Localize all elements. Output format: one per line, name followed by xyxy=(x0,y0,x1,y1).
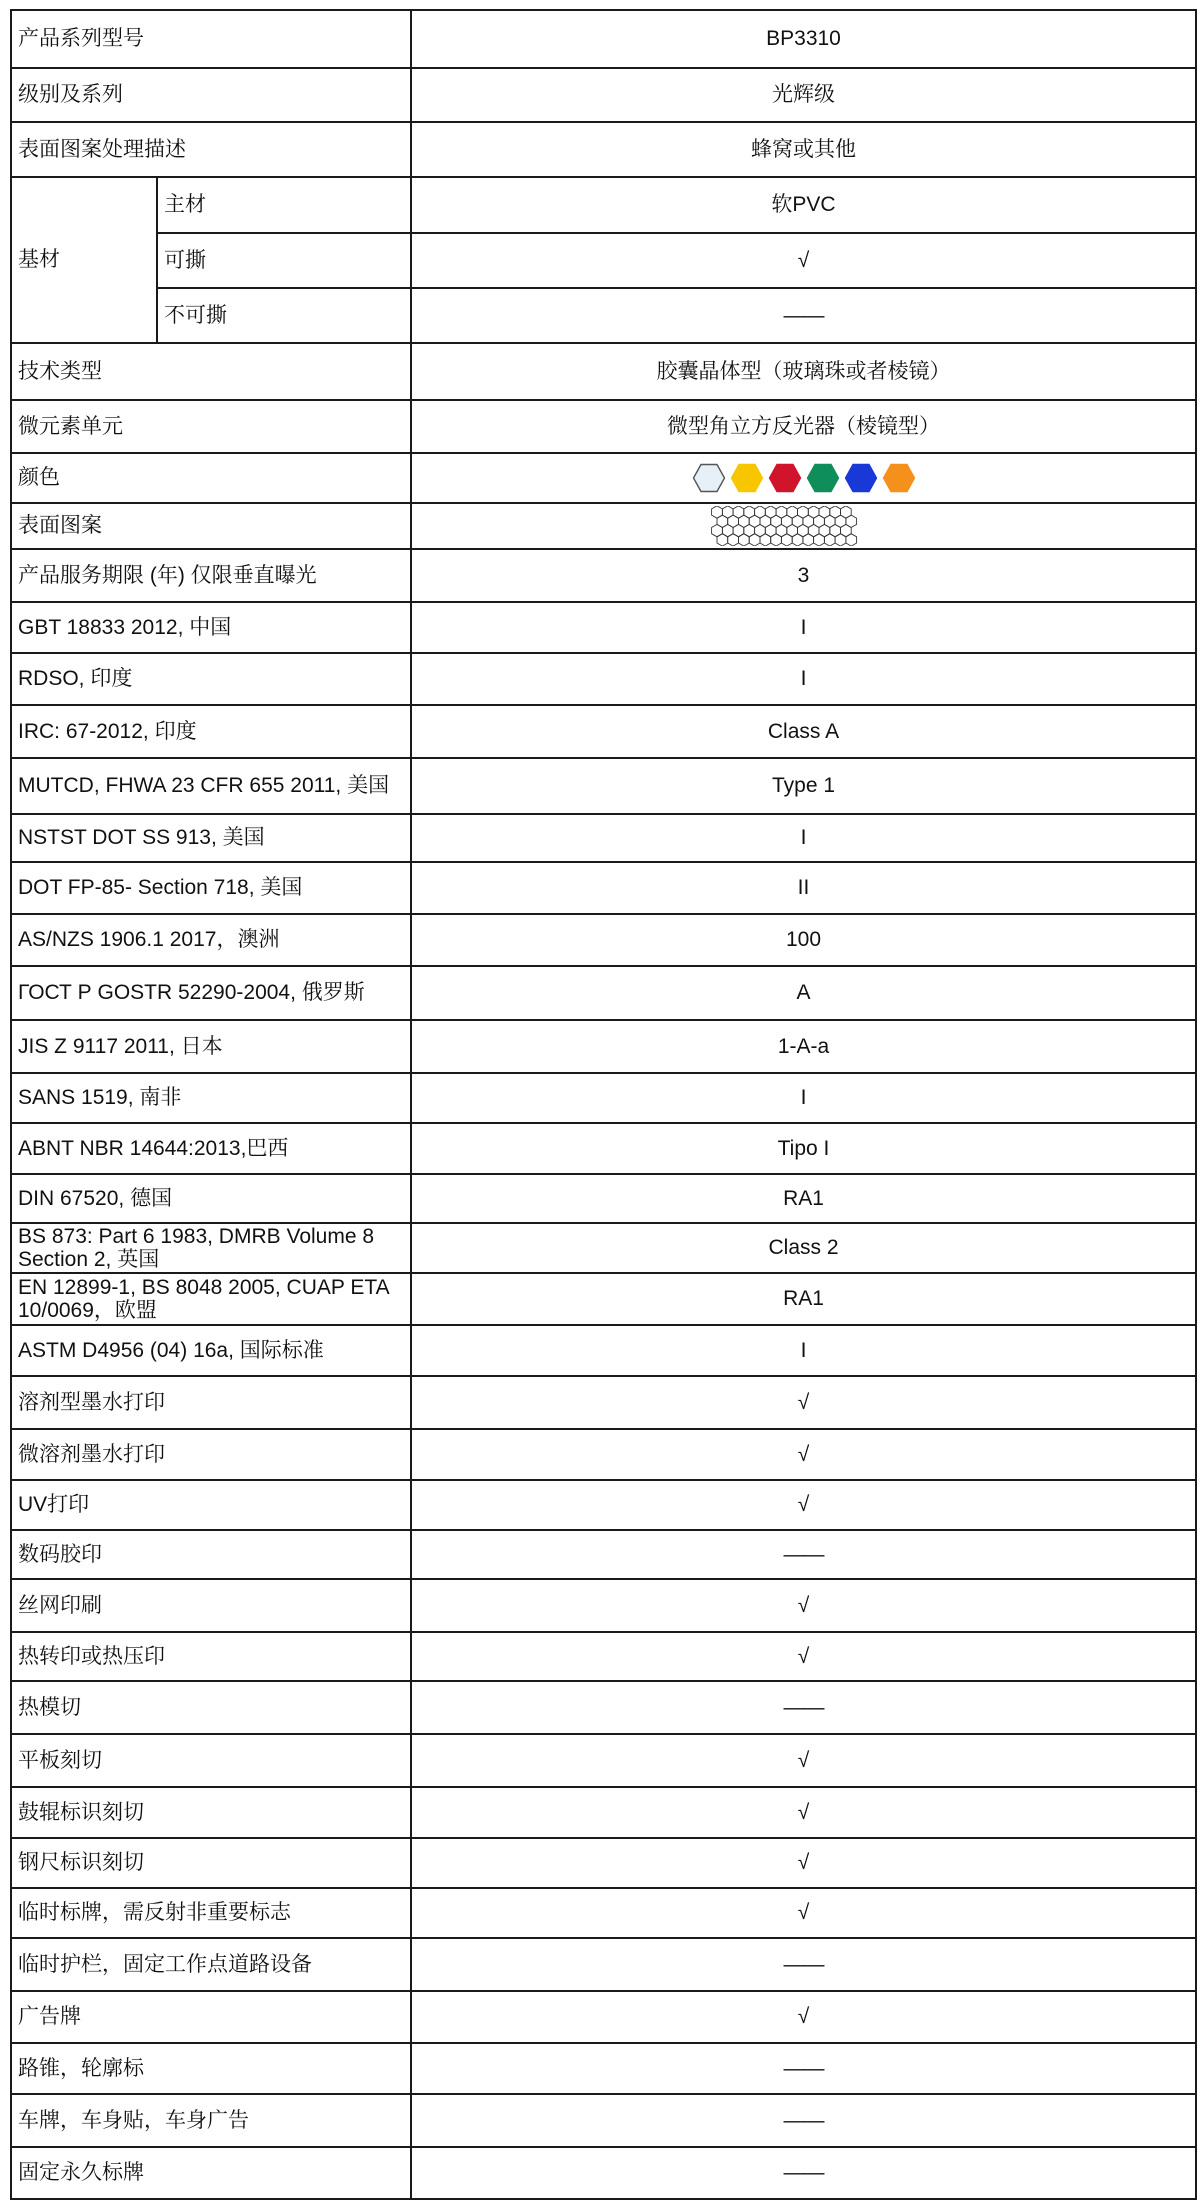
row-value: RA1 xyxy=(411,1273,1196,1325)
row-label: 级别及系列 xyxy=(11,68,411,122)
table-row xyxy=(11,1480,1196,1530)
row-value: √ xyxy=(411,1429,1196,1480)
row-value: 微型角立方反光器（棱镜型） xyxy=(411,400,1196,453)
row-value: I xyxy=(411,1325,1196,1376)
row-value: —— xyxy=(411,1530,1196,1579)
table-row xyxy=(11,68,1196,122)
table-row xyxy=(11,503,1196,549)
row-value: √ xyxy=(411,1734,1196,1787)
hexagon-blue-icon xyxy=(844,463,878,493)
base-label: 基材 xyxy=(11,177,157,343)
hexagon-white-icon xyxy=(692,463,726,493)
row-label: 临时标牌，需反射非重要标志 xyxy=(11,1888,411,1938)
row-value: 软PVC xyxy=(411,177,1196,233)
table-row xyxy=(11,122,1196,177)
row-value: 蜂窝或其他 xyxy=(411,122,1196,177)
row-label: 平板刻切 xyxy=(11,1734,411,1787)
row-value: 3 xyxy=(411,549,1196,602)
table-row xyxy=(11,177,1196,233)
row-label: ABNT NBR 14644:2013,巴西 xyxy=(11,1123,411,1174)
table-row xyxy=(11,1020,1196,1073)
table-row xyxy=(11,602,1196,653)
hexagon-green-icon xyxy=(806,463,840,493)
row-label: 主材 xyxy=(157,177,411,233)
row-label: NSTST DOT SS 913, 美国 xyxy=(11,814,411,862)
spec-table xyxy=(10,9,1197,2200)
row-label: MUTCD, FHWA 23 CFR 655 2011, 美国 xyxy=(11,758,411,814)
row-label: IRC: 67-2012, 印度 xyxy=(11,705,411,758)
table-row xyxy=(11,1579,1196,1632)
table-row xyxy=(11,1888,1196,1938)
table-row xyxy=(11,343,1196,400)
table-row xyxy=(11,288,1196,343)
row-label: 丝网印刷 xyxy=(11,1579,411,1632)
table-row xyxy=(11,1787,1196,1838)
row-label: 广告牌 xyxy=(11,1991,411,2043)
table-row xyxy=(11,1838,1196,1888)
row-label: 可撕 xyxy=(157,233,411,288)
row-label: 技术类型 xyxy=(11,343,411,400)
table-row xyxy=(11,1073,1196,1123)
row-label: 颜色 xyxy=(11,453,411,503)
surface-pattern-cell xyxy=(411,503,1196,549)
honeycomb-pattern-icon xyxy=(711,506,897,546)
table-row xyxy=(11,1681,1196,1734)
row-value: √ xyxy=(411,1838,1196,1888)
row-label: 微溶剂墨水打印 xyxy=(11,1429,411,1480)
table-row xyxy=(11,2147,1196,2199)
row-value: Type 1 xyxy=(411,758,1196,814)
row-value: √ xyxy=(411,1579,1196,1632)
row-label: DIN 67520, 德国 xyxy=(11,1174,411,1223)
row-label: 固定永久标牌 xyxy=(11,2147,411,2199)
hexagon-yellow-icon xyxy=(730,463,764,493)
row-value: BP3310 xyxy=(411,10,1196,68)
row-label: 热模切 xyxy=(11,1681,411,1734)
row-value: RA1 xyxy=(411,1174,1196,1223)
table-row xyxy=(11,400,1196,453)
row-value: √ xyxy=(411,1991,1196,2043)
row-value: √ xyxy=(411,233,1196,288)
row-value: √ xyxy=(411,1376,1196,1429)
color-swatches xyxy=(692,454,916,502)
table-row xyxy=(11,10,1196,68)
hexagon-orange-icon xyxy=(882,463,916,493)
table-row xyxy=(11,1376,1196,1429)
row-label: 产品服务期限 (年) 仅限垂直曝光 xyxy=(11,549,411,602)
row-value: 光辉级 xyxy=(411,68,1196,122)
row-label: 产品系列型号 xyxy=(11,10,411,68)
row-value: 100 xyxy=(411,914,1196,966)
row-value: √ xyxy=(411,1787,1196,1838)
row-value: I xyxy=(411,1073,1196,1123)
row-value: I xyxy=(411,814,1196,862)
row-label: 车牌，车身贴，车身广告 xyxy=(11,2094,411,2147)
table-row xyxy=(11,1530,1196,1579)
row-label: 数码胶印 xyxy=(11,1530,411,1579)
row-label: 鼓辊标识刻切 xyxy=(11,1787,411,1838)
table-row xyxy=(11,1273,1196,1325)
table-row xyxy=(11,966,1196,1020)
row-label: UV打印 xyxy=(11,1480,411,1530)
table-row xyxy=(11,1991,1196,2043)
row-label: 不可撕 xyxy=(157,288,411,343)
row-label: 热转印或热压印 xyxy=(11,1632,411,1681)
row-value: A xyxy=(411,966,1196,1020)
row-label: 路锥，轮廓标 xyxy=(11,2043,411,2094)
row-value: Class A xyxy=(411,705,1196,758)
row-value: √ xyxy=(411,1632,1196,1681)
row-value: 胶囊晶体型（玻璃珠或者棱镜） xyxy=(411,343,1196,400)
row-value: I xyxy=(411,653,1196,705)
table-row xyxy=(11,2094,1196,2147)
row-value: —— xyxy=(411,2043,1196,2094)
row-label: 临时护栏，固定工作点道路设备 xyxy=(11,1938,411,1991)
hexagon-red-icon xyxy=(768,463,802,493)
row-label: 溶剂型墨水打印 xyxy=(11,1376,411,1429)
row-value: —— xyxy=(411,1681,1196,1734)
row-label: 微元素单元 xyxy=(11,400,411,453)
table-row xyxy=(11,1123,1196,1174)
row-label: DOT FP-85- Section 718, 美国 xyxy=(11,862,411,914)
row-label: EN 12899-1, BS 8048 2005, CUAP ETA 10/0069，欧盟 xyxy=(11,1273,411,1325)
table-row xyxy=(11,653,1196,705)
table-row xyxy=(11,758,1196,814)
row-value: 1-A-a xyxy=(411,1020,1196,1073)
row-label: ГОСТ Р GOSTR 52290-2004, 俄罗斯 xyxy=(11,966,411,1020)
table-row xyxy=(11,705,1196,758)
row-value: I xyxy=(411,602,1196,653)
table-row xyxy=(11,1174,1196,1223)
row-label: SANS 1519, 南非 xyxy=(11,1073,411,1123)
table-row xyxy=(11,1223,1196,1273)
table-row xyxy=(11,1938,1196,1991)
row-value: —— xyxy=(411,2147,1196,2199)
row-label: JIS Z 9117 2011, 日本 xyxy=(11,1020,411,1073)
row-value: II xyxy=(411,862,1196,914)
table-row xyxy=(11,914,1196,966)
row-value: √ xyxy=(411,1888,1196,1938)
row-label: AS/NZS 1906.1 2017，澳洲 xyxy=(11,914,411,966)
row-value: —— xyxy=(411,2094,1196,2147)
row-value: Tipo I xyxy=(411,1123,1196,1174)
table-row xyxy=(11,2043,1196,2094)
table-row xyxy=(11,233,1196,288)
table-row xyxy=(11,862,1196,914)
row-value: Class 2 xyxy=(411,1223,1196,1273)
row-label: RDSO, 印度 xyxy=(11,653,411,705)
table-row xyxy=(11,1734,1196,1787)
color-swatches-cell xyxy=(411,453,1196,503)
row-value: √ xyxy=(411,1480,1196,1530)
row-label: BS 873: Part 6 1983, DMRB Volume 8 Section 2, 英国 xyxy=(11,1223,411,1273)
row-label: ASTM D4956 (04) 16a, 国际标准 xyxy=(11,1325,411,1376)
table-row xyxy=(11,1429,1196,1480)
row-label: 表面图案处理描述 xyxy=(11,122,411,177)
table-row xyxy=(11,1632,1196,1681)
table-row xyxy=(11,814,1196,862)
row-value: —— xyxy=(411,288,1196,343)
table-row xyxy=(11,1325,1196,1376)
table-row xyxy=(11,453,1196,503)
row-label: 钢尺标识刻切 xyxy=(11,1838,411,1888)
row-label: 表面图案 xyxy=(11,503,411,549)
table-row xyxy=(11,549,1196,602)
row-label: GBT 18833 2012, 中国 xyxy=(11,602,411,653)
row-value: —— xyxy=(411,1938,1196,1991)
